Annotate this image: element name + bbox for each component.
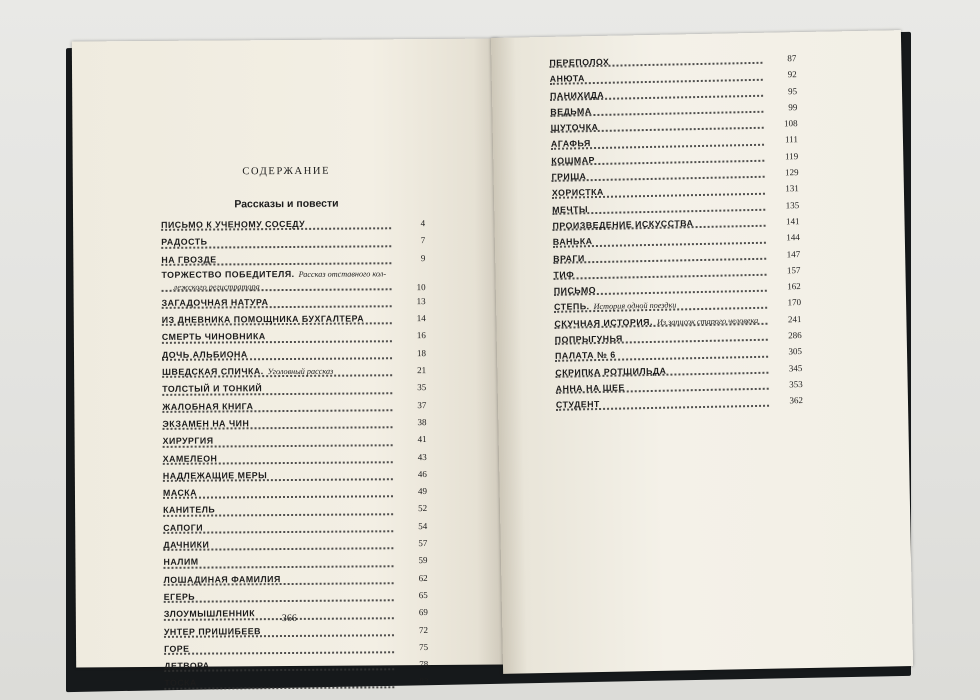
toc-entry-title: СМЕРТЬ ЧИНОВНИКА bbox=[161, 331, 266, 343]
toc-entry-page: 92 bbox=[787, 69, 797, 80]
toc-title: СОДЕРЖАНИЕ bbox=[242, 165, 331, 178]
toc-entry bbox=[161, 215, 425, 234]
toc-entry-page: 18 bbox=[416, 347, 427, 358]
toc-entry bbox=[161, 267, 425, 295]
toc-entry-title: ПИСЬМО bbox=[553, 285, 597, 296]
toc-entry bbox=[164, 673, 428, 692]
toc-entry-page: 286 bbox=[788, 330, 802, 341]
toc-entry-title: РАДОСТЬ bbox=[161, 236, 208, 248]
toc-entry-title: МАСКА bbox=[162, 487, 198, 499]
toc-entry bbox=[164, 587, 428, 606]
toc-entry-label bbox=[161, 219, 305, 231]
toc-entry-title: АНЮТА bbox=[549, 73, 586, 85]
toc-entry-label bbox=[163, 488, 197, 499]
toc-entry-title: АННА НА ШЕЕ bbox=[555, 382, 625, 394]
toc-entry-page: 241 bbox=[787, 313, 802, 325]
toc-entry-label bbox=[161, 237, 207, 248]
toc-entry-label bbox=[554, 285, 596, 297]
toc-entry-label bbox=[162, 314, 364, 326]
toc-entry-label bbox=[551, 155, 595, 167]
right-page bbox=[491, 30, 913, 674]
toc-entry-page: 362 bbox=[789, 395, 804, 406]
toc-entry-page: 16 bbox=[416, 330, 426, 341]
toc-entry-page: 13 bbox=[416, 295, 426, 306]
toc-entry-title: НАДЛЕЖАЩИЕ МЕРЫ bbox=[162, 470, 268, 481]
toc-entry-page: 69 bbox=[418, 607, 428, 618]
toc-entry-label bbox=[163, 557, 198, 568]
toc-entry-label bbox=[162, 349, 248, 361]
toc-entry-title: УНТЕР ПРИШИБЕЕВ bbox=[163, 625, 261, 637]
toc-entry-title: ПЕРЕПОЛОХ bbox=[549, 56, 610, 68]
toc-entry-page: 57 bbox=[418, 538, 428, 549]
toc-entry bbox=[161, 250, 425, 269]
toc-entry-page: 162 bbox=[787, 281, 801, 292]
toc-entry-page: 353 bbox=[789, 379, 803, 390]
toc-entry-title: САПОГИ bbox=[163, 522, 204, 533]
toc-entry-title: КАНИТЕЛЬ bbox=[163, 504, 216, 516]
toc-entry bbox=[162, 328, 426, 347]
toc-entry-subtitle-continued: лежского регистратора bbox=[173, 282, 260, 292]
toc-entry-label bbox=[162, 384, 262, 396]
toc-entry-subtitle: Уголовный рассказ bbox=[267, 366, 334, 377]
toc-entry-page: 7 bbox=[420, 235, 426, 246]
toc-entry-label bbox=[556, 399, 600, 411]
toc-entry-label bbox=[163, 505, 215, 516]
toc-entry-label bbox=[164, 592, 195, 603]
toc-entry-label bbox=[163, 522, 203, 533]
left-page bbox=[72, 39, 503, 689]
toc-entry-label bbox=[552, 187, 604, 199]
toc-entry-label bbox=[163, 540, 209, 551]
toc-entry-page: 35 bbox=[417, 382, 427, 393]
toc-entry bbox=[163, 535, 427, 554]
toc-entry-title: ШВЕДСКАЯ СПИЧКА. bbox=[162, 366, 264, 377]
toc-entry-subtitle: Из записок старого человека bbox=[656, 315, 759, 327]
toc-entry-label bbox=[162, 401, 253, 413]
toc-entry-title: КОШМАР bbox=[551, 154, 595, 166]
toc-entry bbox=[162, 310, 426, 329]
toc-entry-title: ХАМЕЛЕОН bbox=[162, 453, 218, 464]
toc-entry bbox=[163, 431, 427, 450]
toc-entry-subtitle: История одной поездки bbox=[593, 300, 677, 312]
toc-entry-page: 135 bbox=[785, 199, 800, 211]
toc-entry-title: ПАНИХИДА bbox=[549, 89, 605, 101]
toc-entry bbox=[163, 449, 427, 468]
toc-entry-page: 129 bbox=[784, 167, 799, 178]
toc-entry-page: 95 bbox=[787, 85, 798, 96]
toc-entry-page: 108 bbox=[784, 118, 798, 129]
toc-entry bbox=[556, 392, 803, 413]
toc-entry bbox=[163, 500, 427, 519]
toc-entry-label bbox=[555, 334, 623, 346]
toc-entry-page: 157 bbox=[786, 264, 801, 276]
toc-entry-label bbox=[555, 350, 616, 362]
toc-entry-title: ГОРЕ bbox=[164, 643, 190, 654]
dot-leader bbox=[164, 651, 394, 655]
toc-entry-label bbox=[553, 236, 593, 248]
toc-entry bbox=[162, 397, 426, 416]
toc-entry-title: ВАНЬКА bbox=[552, 236, 593, 248]
toc-entry-title: ИЗ ДНЕВНИКА ПОМОЩНИКА БУХГАЛТЕРА bbox=[161, 313, 365, 326]
toc-entry-page: 141 bbox=[785, 216, 800, 227]
dot-leader bbox=[163, 496, 393, 500]
toc-entry-label bbox=[164, 574, 281, 586]
toc-entry-label bbox=[163, 436, 214, 447]
toc-entry-page: 9 bbox=[420, 252, 426, 263]
toc-entry-subtitle: Рассказ отставного кол- bbox=[298, 269, 387, 279]
toc-entry-title: ЖАЛОБНАЯ КНИГА bbox=[162, 400, 254, 412]
toc-entry-label bbox=[554, 315, 758, 330]
toc-entry-page: 4 bbox=[420, 218, 426, 229]
toc-entry-title: ТОРЖЕСТВО ПОБЕДИТЕЛЯ. bbox=[161, 268, 295, 280]
toc-entry-page: 41 bbox=[417, 434, 427, 445]
toc-entry-label bbox=[162, 297, 269, 309]
toc-entry-title: МЕЧТЫ bbox=[552, 203, 589, 215]
toc-entry-title: ХОРИСТКА bbox=[551, 187, 604, 199]
toc-entry-label bbox=[553, 269, 574, 280]
toc-entry-label bbox=[554, 300, 677, 313]
toc-entry bbox=[161, 232, 425, 251]
toc-entry-title: ТОЛСТЫЙ И ТОНКИЙ bbox=[162, 383, 263, 395]
toc-entry-title: АГАФЬЯ bbox=[550, 138, 591, 150]
toc-entry-page: 99 bbox=[788, 102, 798, 113]
toc-entry-page: 59 bbox=[418, 555, 428, 566]
toc-entry bbox=[164, 656, 428, 675]
toc-entry-label bbox=[555, 365, 666, 378]
toc-entry-label bbox=[550, 73, 585, 85]
toc-entry-page: 52 bbox=[418, 503, 428, 514]
toc-entry-title: ДЕТВОРА bbox=[164, 660, 210, 671]
toc-entry-title: ТОСКА bbox=[164, 678, 197, 689]
toc-entry-label bbox=[164, 678, 197, 689]
toc-entry-title: СТЕПЬ. bbox=[554, 301, 590, 313]
toc-entry-page: 345 bbox=[788, 362, 803, 373]
toc-entry-page: 46 bbox=[417, 468, 427, 479]
toc-entry-page: 170 bbox=[787, 297, 802, 308]
toc-entry-page: 43 bbox=[417, 451, 427, 462]
toc-entry-title: ЕГЕРЬ bbox=[163, 591, 196, 602]
toc-entry-label bbox=[164, 644, 190, 655]
toc-entry-label bbox=[552, 204, 588, 216]
toc-entry-page: 37 bbox=[417, 399, 427, 410]
toc-entry bbox=[163, 483, 427, 502]
toc-entry-label bbox=[163, 470, 267, 482]
toc-entry-title: ЛОШАДИНАЯ ФАМИЛИЯ bbox=[163, 573, 281, 585]
toc-entry-page: 72 bbox=[418, 624, 428, 635]
toc-entry-label bbox=[163, 453, 218, 464]
toc-entry-title: ВРАГИ bbox=[553, 252, 585, 264]
toc-entry-page: 49 bbox=[417, 486, 428, 497]
toc-entry-title: ПАЛАТА № 6 bbox=[554, 350, 616, 362]
toc-entry-title: ШУТОЧКА bbox=[550, 122, 599, 134]
toc-entry-title: ПИСЬМО К УЧЕНОМУ СОСЕДУ bbox=[161, 218, 306, 230]
toc-entry-page: 111 bbox=[785, 134, 799, 145]
toc-entry-label bbox=[549, 57, 609, 69]
toc-entry bbox=[163, 552, 427, 571]
toc-entry-title: ПРОИЗВЕДЕНИЕ ИСКУССТВА bbox=[552, 218, 694, 231]
toc-entry-label bbox=[551, 139, 591, 151]
toc-entry-label bbox=[162, 418, 249, 430]
toc-entry-title: ЗЛОУМЫШЛЕННИК bbox=[163, 608, 256, 620]
toc-entry-page: 21 bbox=[417, 365, 427, 376]
toc-entry-label bbox=[556, 382, 625, 394]
toc-entry-page: 131 bbox=[785, 183, 799, 194]
toc-entry-page: 305 bbox=[788, 346, 803, 357]
toc-entry-label bbox=[550, 89, 604, 101]
toc-entry-title: ХИРУРГИЯ bbox=[162, 435, 214, 447]
toc-entry-title: НА ГВОЗДЕ bbox=[161, 254, 217, 265]
toc-entry-page: 83 bbox=[419, 676, 429, 687]
toc-entry-title: ЭКЗАМЕН НА ЧИН bbox=[162, 418, 250, 429]
toc-entry-title: СКУЧНАЯ ИСТОРИЯ. bbox=[554, 316, 653, 329]
toc-entry-label bbox=[161, 268, 386, 281]
toc-entry-title: ВЕДЬМА bbox=[550, 105, 592, 117]
toc-entry-label bbox=[164, 661, 210, 672]
toc-entry-title: ГРИША bbox=[551, 171, 587, 182]
toc-entry bbox=[162, 379, 426, 398]
toc-entry bbox=[164, 639, 428, 658]
toc-entry-page: 119 bbox=[784, 150, 799, 162]
toc-entry-page: 147 bbox=[786, 248, 801, 259]
toc-entry-title: ДАЧНИКИ bbox=[163, 539, 210, 550]
toc-entry-page: 87 bbox=[787, 53, 797, 64]
toc-entry bbox=[162, 414, 426, 433]
toc-entry-title: СТУДЕНТ bbox=[555, 399, 600, 411]
toc-entry-page: 65 bbox=[418, 589, 428, 601]
toc-entry-page: 144 bbox=[786, 232, 800, 243]
toc-entry-page: 10 bbox=[416, 281, 426, 292]
toc-entry-title: ЗАГАДОЧНАЯ НАТУРА bbox=[161, 297, 269, 308]
toc-entry-label bbox=[553, 253, 585, 265]
toc-entry-label bbox=[162, 332, 266, 344]
toc-entry bbox=[162, 345, 426, 364]
toc-entry-page: 54 bbox=[418, 520, 428, 531]
toc-entry-page: 78 bbox=[419, 659, 429, 670]
dot-leader bbox=[164, 686, 394, 690]
toc-entry-label bbox=[552, 171, 587, 183]
toc-entry-title: ДОЧЬ АЛЬБИОНА bbox=[161, 349, 248, 360]
section-title: Рассказы и повести bbox=[234, 197, 339, 211]
toc-entry-label bbox=[164, 608, 255, 620]
toc-entry-label bbox=[550, 106, 591, 118]
toc-entry-label bbox=[552, 218, 693, 232]
toc-entry-page: 62 bbox=[418, 572, 428, 583]
dot-leader bbox=[164, 599, 394, 603]
toc-entry-title: ПОПРЫГУНЬЯ bbox=[554, 333, 623, 345]
toc-entry-title: СКРИПКА РОТШИЛЬДА bbox=[555, 365, 667, 378]
page-number: 366 bbox=[281, 612, 297, 625]
toc-entry-page: 14 bbox=[416, 313, 426, 324]
toc-entry bbox=[164, 570, 428, 589]
toc-entry-label bbox=[551, 122, 599, 134]
toc-entry bbox=[162, 293, 426, 312]
toc-entry-title: ТИФ bbox=[553, 269, 575, 280]
toc-entry bbox=[162, 362, 426, 381]
toc-entry-page: 75 bbox=[419, 641, 429, 652]
toc-entry bbox=[163, 518, 427, 537]
toc-entry-title: НАЛИМ bbox=[163, 556, 199, 568]
toc-entry bbox=[163, 466, 427, 485]
toc-entry-label bbox=[161, 254, 216, 265]
toc-entry-page: 38 bbox=[417, 417, 427, 428]
toc-list-right bbox=[549, 50, 803, 413]
toc-entry-label bbox=[164, 626, 261, 638]
toc-entry-label bbox=[162, 366, 333, 378]
